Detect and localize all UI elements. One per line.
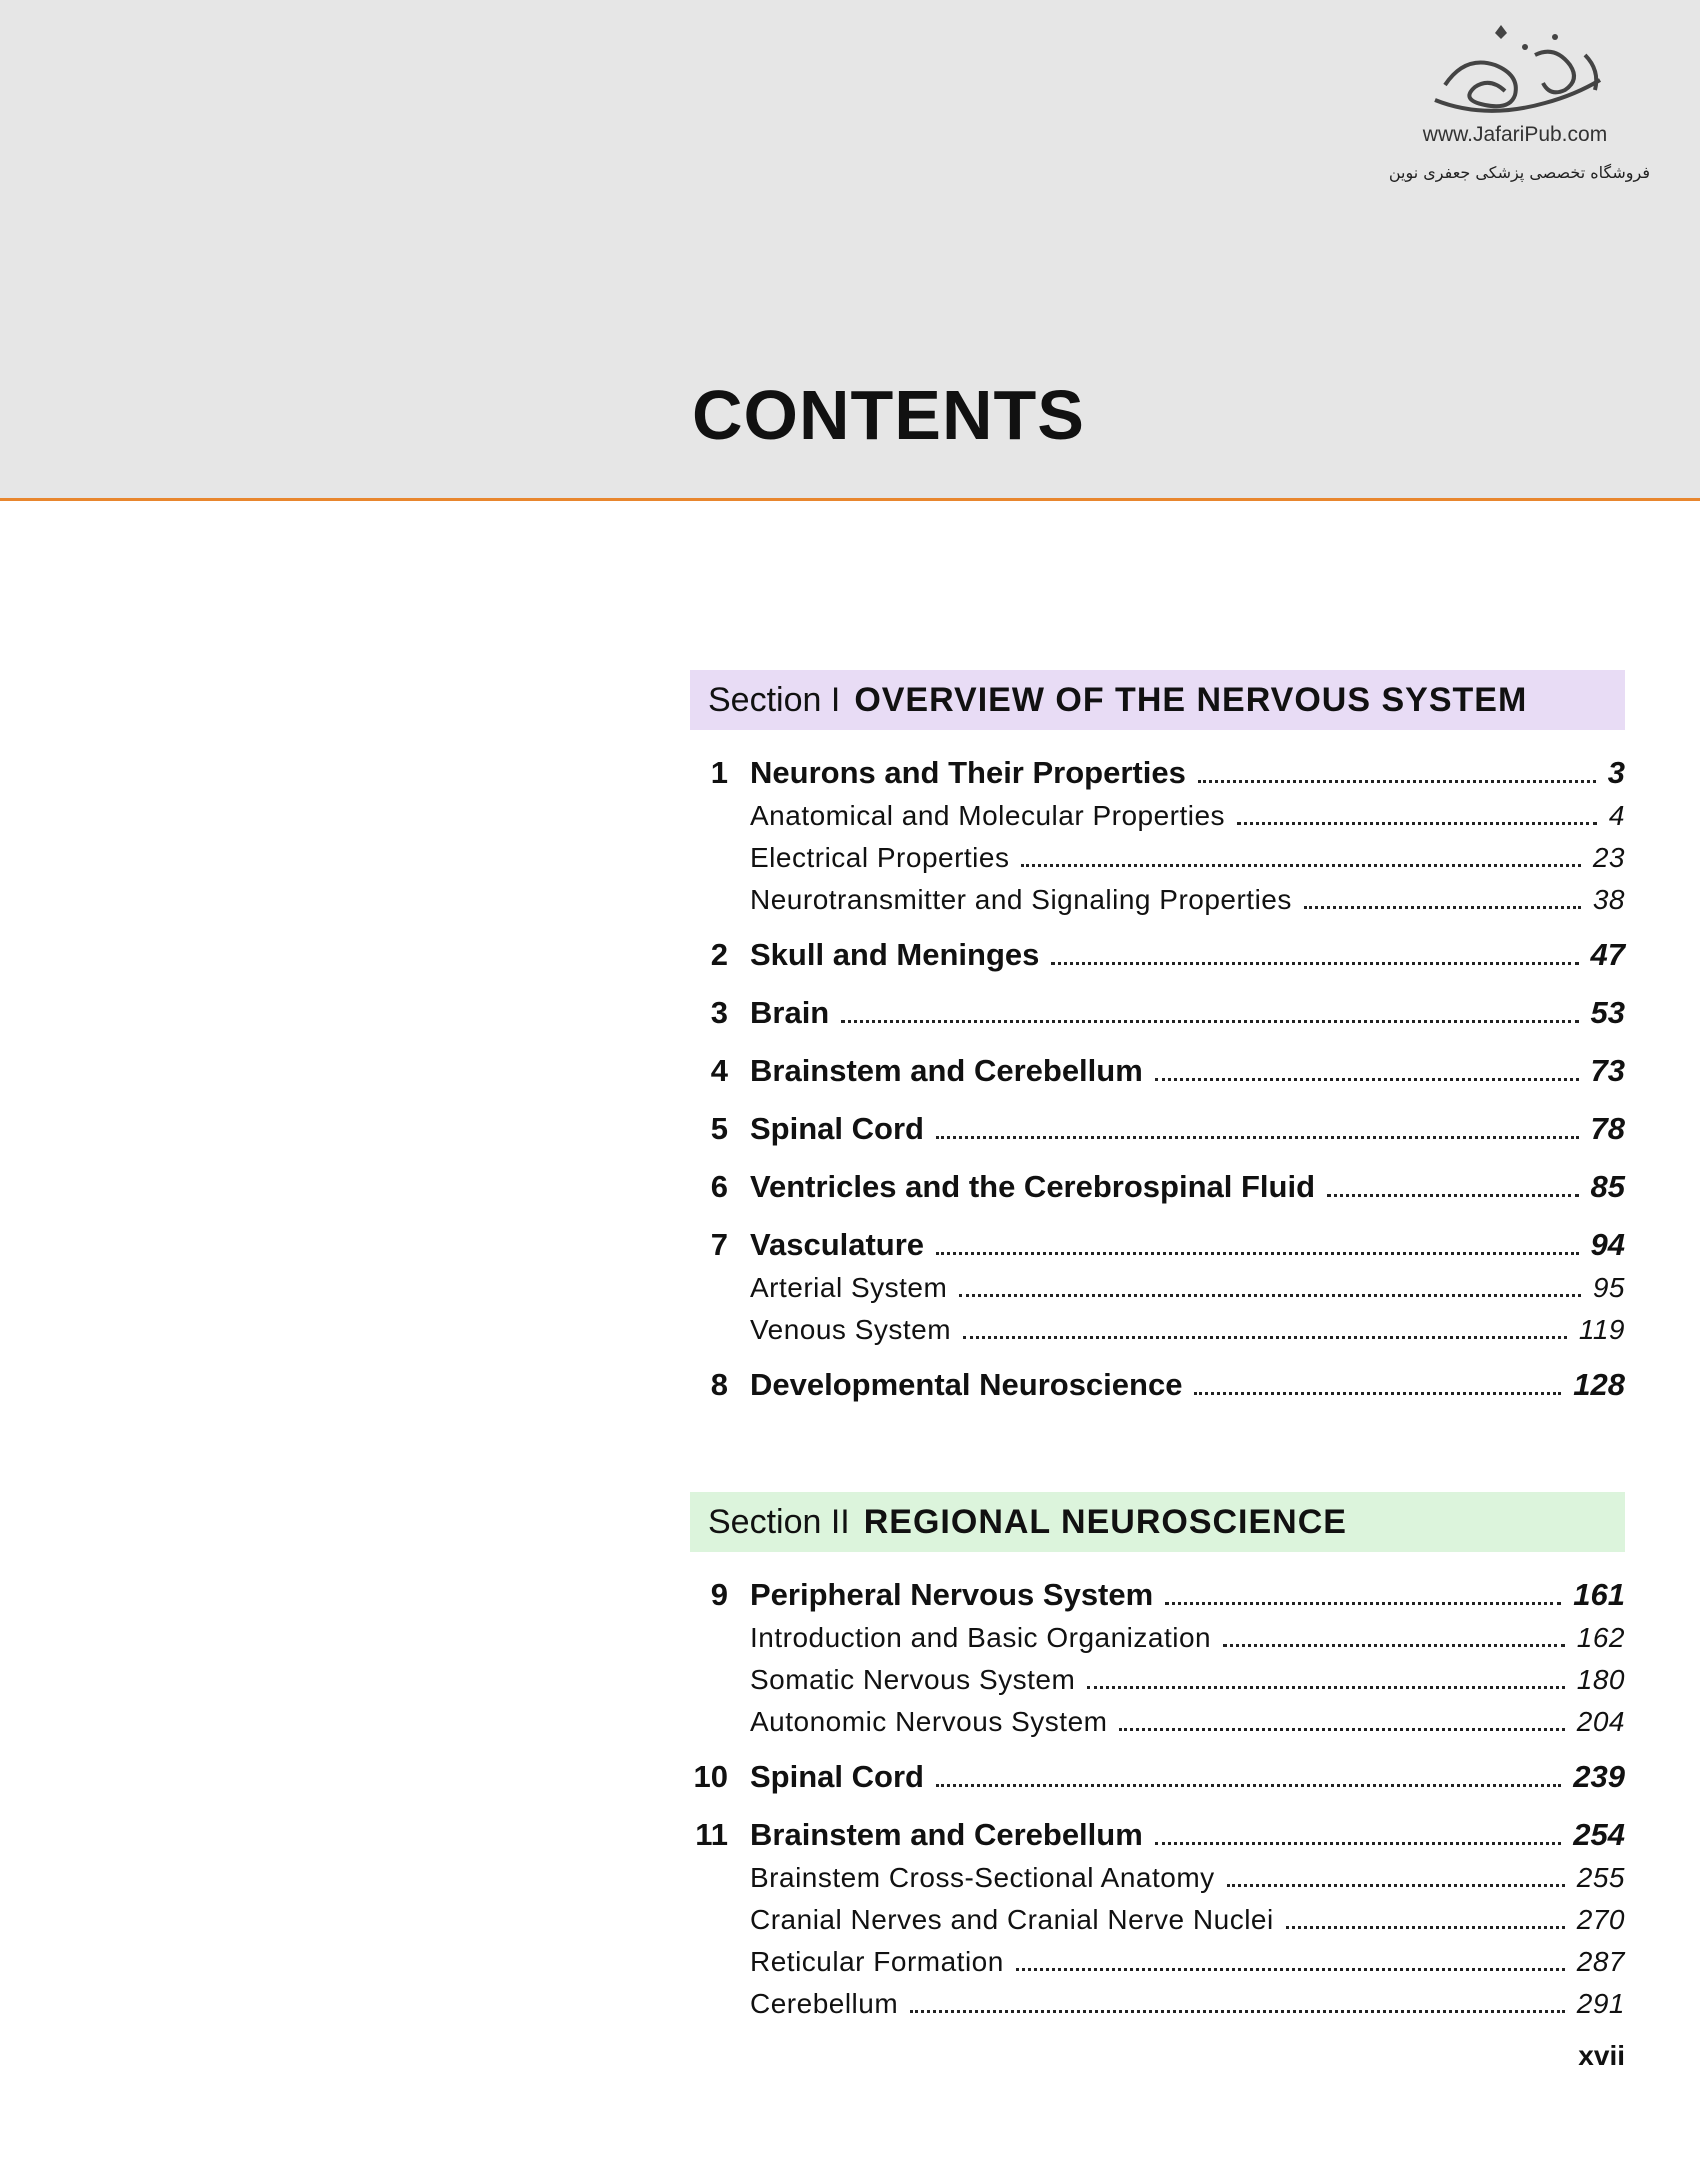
dot-leader	[1087, 1686, 1564, 1689]
entry-page-number: 94	[1590, 1227, 1625, 1262]
entry-page-number: 287	[1576, 1946, 1625, 1977]
entry-title: Developmental Neuroscience	[750, 1367, 1183, 1402]
entry-page-number: 38	[1592, 884, 1625, 915]
dot-leader	[1051, 962, 1578, 965]
publisher-url: www.JafariPub.com	[1422, 123, 1608, 146]
toc-chapter-entry[interactable]	[690, 1364, 1625, 1422]
entry-page-number: 239	[1573, 1759, 1625, 1794]
entry-page-number: 254	[1573, 1817, 1625, 1852]
chapter-number: 7	[710, 1227, 728, 1262]
entry-title: Venous System	[750, 1314, 952, 1345]
toc-subentry[interactable]	[690, 1272, 1625, 1314]
toc-subentry[interactable]	[690, 1904, 1625, 1946]
section-header-2	[690, 1492, 1625, 1552]
chapter-number: 10	[693, 1759, 728, 1794]
entry-title: Vasculature	[750, 1227, 925, 1262]
entry-title: Skull and Meninges	[750, 937, 1040, 972]
dot-leader	[1223, 1644, 1565, 1647]
toc-chapter-entry[interactable]	[690, 1050, 1625, 1108]
dot-leader	[963, 1336, 1567, 1339]
entry-title: Ventricles and the Cerebrospinal Fluid	[750, 1169, 1316, 1204]
toc-subentry[interactable]	[690, 1862, 1625, 1904]
chapter-number: 5	[710, 1111, 728, 1146]
entry-title: Brain	[750, 995, 830, 1030]
toc-subentry[interactable]	[690, 800, 1625, 842]
dot-leader	[1194, 1392, 1561, 1395]
toc-subentry[interactable]	[690, 842, 1625, 884]
section-prefix: Section II	[708, 1502, 850, 1541]
entry-page-number: 161	[1573, 1577, 1625, 1612]
dot-leader	[959, 1294, 1581, 1297]
dot-leader	[910, 2010, 1565, 2013]
entry-page-number: 4	[1608, 800, 1625, 831]
toc-subentry[interactable]	[690, 884, 1625, 926]
entry-title: Introduction and Basic Organization	[750, 1622, 1212, 1653]
chapter-number: 3	[710, 995, 728, 1030]
entry-title: Autonomic Nervous System	[750, 1706, 1108, 1737]
dot-leader	[1286, 1926, 1565, 1929]
dot-leader	[1021, 864, 1580, 867]
entry-page-number: 47	[1590, 937, 1625, 972]
entry-title: Cranial Nerves and Cranial Nerve Nuclei	[750, 1904, 1274, 1935]
jafaripub-logo-icon	[1425, 25, 1625, 120]
entry-page-number: 53	[1590, 995, 1625, 1030]
entry-page-number: 73	[1590, 1053, 1625, 1088]
toc-chapter-entry[interactable]	[690, 1166, 1625, 1224]
entry-title: Peripheral Nervous System	[750, 1577, 1154, 1612]
toc-subentry[interactable]	[690, 1946, 1625, 1988]
toc-chapter-entry[interactable]	[690, 1108, 1625, 1166]
entry-page-number: 128	[1573, 1367, 1625, 1402]
entry-page-number: 270	[1576, 1904, 1625, 1935]
dot-leader	[1016, 1968, 1565, 1971]
header-band	[0, 0, 1700, 501]
section-title: REGIONAL NEUROSCIENCE	[863, 1502, 1347, 1541]
entry-page-number: 119	[1578, 1314, 1625, 1345]
dot-leader	[1155, 1078, 1579, 1081]
entry-title: Brainstem and Cerebellum	[750, 1817, 1143, 1852]
toc-chapter-entry[interactable]	[690, 934, 1625, 992]
entry-page-number: 162	[1576, 1622, 1625, 1653]
entry-title: Neurotransmitter and Signaling Properties	[750, 884, 1292, 915]
toc-list-section-1	[690, 752, 1625, 1422]
entry-title: Anatomical and Molecular Properties	[750, 800, 1226, 831]
dot-leader	[1304, 906, 1581, 909]
entry-page-number: 204	[1576, 1706, 1625, 1737]
section-header-1	[690, 670, 1625, 730]
section-prefix: Section I	[708, 680, 841, 719]
dot-leader	[1165, 1602, 1561, 1605]
dot-leader	[936, 1252, 1578, 1255]
entry-page-number: 85	[1590, 1169, 1625, 1204]
entry-title: Neurons and Their Properties	[750, 755, 1186, 790]
chapter-number: 2	[710, 937, 728, 972]
dot-leader	[841, 1020, 1578, 1023]
dot-leader	[1237, 822, 1597, 825]
entry-page-number: 255	[1576, 1862, 1625, 1893]
page-title: CONTENTS	[692, 376, 1085, 454]
entry-page-number: 3	[1607, 755, 1625, 790]
section-title: OVERVIEW OF THE NERVOUS SYSTEM	[854, 680, 1528, 719]
chapter-number: 8	[710, 1367, 728, 1402]
dot-leader	[936, 1136, 1579, 1139]
publisher-logo	[1385, 25, 1660, 195]
toc-chapter-entry[interactable]	[690, 1756, 1625, 1814]
toc-subentry[interactable]	[690, 1988, 1625, 2030]
page-number: xvii	[1578, 2040, 1625, 2071]
toc-subentry[interactable]	[690, 1706, 1625, 1748]
chapter-number: 6	[710, 1169, 728, 1204]
entry-page-number: 180	[1576, 1664, 1625, 1695]
chapter-number: 11	[695, 1817, 728, 1852]
entry-title: Spinal Cord	[750, 1111, 924, 1146]
toc-list-section-2	[690, 1574, 1625, 2030]
dot-leader	[936, 1784, 1561, 1787]
entry-page-number: 23	[1592, 842, 1625, 873]
dot-leader	[1119, 1728, 1564, 1731]
entry-title: Spinal Cord	[750, 1759, 924, 1794]
entry-page-number: 291	[1576, 1988, 1625, 2019]
chapter-number: 1	[710, 755, 728, 790]
entry-title: Cerebellum	[750, 1988, 899, 2019]
entry-title: Electrical Properties	[750, 842, 1010, 873]
entry-title: Brainstem Cross-Sectional Anatomy	[750, 1862, 1215, 1893]
entry-title: Brainstem and Cerebellum	[750, 1053, 1143, 1088]
toc-chapter-entry[interactable]	[690, 992, 1625, 1050]
entry-page-number: 78	[1590, 1111, 1625, 1146]
entry-title: Reticular Formation	[750, 1946, 1004, 1977]
toc-subentry[interactable]	[690, 1622, 1625, 1664]
dot-leader	[1155, 1842, 1561, 1845]
toc-subentry[interactable]	[690, 1314, 1625, 1356]
chapter-number: 9	[710, 1577, 728, 1612]
entry-page-number: 95	[1592, 1272, 1625, 1303]
dot-leader	[1327, 1194, 1578, 1197]
chapter-number: 4	[710, 1053, 728, 1088]
entry-title: Arterial System	[750, 1272, 948, 1303]
publisher-tagline: فروشگاه تخصصی پزشکی جعفری نوین	[1388, 163, 1650, 182]
dot-leader	[1227, 1884, 1565, 1887]
toc-subentry[interactable]	[690, 1664, 1625, 1706]
entry-title: Somatic Nervous System	[750, 1664, 1076, 1695]
dot-leader	[1198, 780, 1596, 783]
